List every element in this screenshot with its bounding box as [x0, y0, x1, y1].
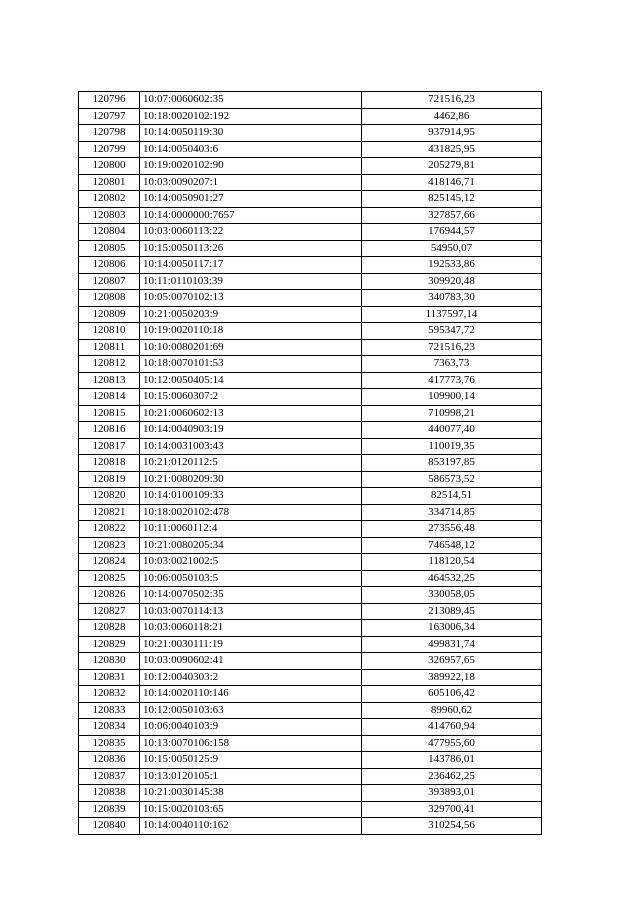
table-row — [79, 818, 542, 835]
amount-cell: 586573,52 — [362, 471, 542, 488]
record-id-cell: 120813 — [79, 372, 140, 389]
amount-cell: 1137597,14 — [362, 306, 542, 323]
record-id-cell: 120804 — [79, 224, 140, 241]
record-id-cell: 120836 — [79, 752, 140, 769]
table-row — [79, 422, 542, 439]
table-row — [79, 620, 542, 637]
table-row — [79, 686, 542, 703]
record-id-cell: 120830 — [79, 653, 140, 670]
record-id-cell: 120839 — [79, 801, 140, 818]
amount-cell: 205279,81 — [362, 158, 542, 175]
cadastral-number-cell: 10:11:0060112:4 — [140, 521, 362, 538]
record-id-cell: 120799 — [79, 141, 140, 158]
cadastral-number-cell: 10:05:0070102:13 — [140, 290, 362, 307]
table-row — [79, 636, 542, 653]
amount-cell: 82514,51 — [362, 488, 542, 505]
cadastral-number-cell: 10:12:0050103:63 — [140, 702, 362, 719]
record-id-cell: 120809 — [79, 306, 140, 323]
table-row — [79, 174, 542, 191]
table-row — [79, 785, 542, 802]
amount-cell: 417773,76 — [362, 372, 542, 389]
table-row — [79, 356, 542, 373]
record-id-cell: 120819 — [79, 471, 140, 488]
cadastral-number-cell: 10:15:0050113:26 — [140, 240, 362, 257]
record-id-cell: 120810 — [79, 323, 140, 340]
cadastral-number-cell: 10:03:0060118:21 — [140, 620, 362, 637]
cadastral-number-cell: 10:10:0080201:69 — [140, 339, 362, 356]
cadastral-number-cell: 10:13:0070106:158 — [140, 735, 362, 752]
amount-cell: 309920,48 — [362, 273, 542, 290]
table-row — [79, 521, 542, 538]
table-row — [79, 108, 542, 125]
amount-cell: 236462,25 — [362, 768, 542, 785]
record-id-cell: 120838 — [79, 785, 140, 802]
document-page — [78, 91, 541, 835]
record-id-cell: 120821 — [79, 504, 140, 521]
table-row — [79, 471, 542, 488]
record-id-cell: 120840 — [79, 818, 140, 835]
table-row — [79, 141, 542, 158]
record-id-cell: 120806 — [79, 257, 140, 274]
table-row — [79, 405, 542, 422]
amount-cell: 109900,14 — [362, 389, 542, 406]
table-row — [79, 554, 542, 571]
amount-cell: 327857,66 — [362, 207, 542, 224]
amount-cell: 746548,12 — [362, 537, 542, 554]
cadastral-number-cell: 10:06:0050103:5 — [140, 570, 362, 587]
cadastral-number-cell: 10:14:0020110:146 — [140, 686, 362, 703]
record-id-cell: 120820 — [79, 488, 140, 505]
amount-cell: 721516,23 — [362, 92, 542, 109]
amount-cell: 825145,12 — [362, 191, 542, 208]
table-row — [79, 735, 542, 752]
record-id-cell: 120818 — [79, 455, 140, 472]
cadastral-number-cell: 10:21:0120112:5 — [140, 455, 362, 472]
cadastral-number-cell: 10:14:0100109:33 — [140, 488, 362, 505]
table-row — [79, 290, 542, 307]
record-id-cell: 120805 — [79, 240, 140, 257]
cadastral-number-cell: 10:14:0031003:43 — [140, 438, 362, 455]
amount-cell: 937914,95 — [362, 125, 542, 142]
cadastral-number-cell: 10:14:0050403:6 — [140, 141, 362, 158]
amount-cell: 326957,65 — [362, 653, 542, 670]
cadastral-number-cell: 10:21:0080209:30 — [140, 471, 362, 488]
table-row — [79, 438, 542, 455]
cadastral-number-cell: 10:14:0000000:7657 — [140, 207, 362, 224]
table-row — [79, 323, 542, 340]
cadastral-number-cell: 10:18:0020102:478 — [140, 504, 362, 521]
record-id-cell: 120831 — [79, 669, 140, 686]
record-id-cell: 120826 — [79, 587, 140, 604]
record-id-cell: 120824 — [79, 554, 140, 571]
cadastral-number-cell: 10:19:0020102:90 — [140, 158, 362, 175]
cadastral-number-cell: 10:03:0090602:41 — [140, 653, 362, 670]
table-body — [79, 92, 542, 835]
record-id-cell: 120815 — [79, 405, 140, 422]
table-row — [79, 603, 542, 620]
cadastral-number-cell: 10:21:0050203:9 — [140, 306, 362, 323]
cadastral-number-cell: 10:15:0060307:2 — [140, 389, 362, 406]
table-row — [79, 669, 542, 686]
record-id-cell: 120802 — [79, 191, 140, 208]
table-row — [79, 273, 542, 290]
cadastral-number-cell: 10:21:0080205:34 — [140, 537, 362, 554]
record-id-cell: 120828 — [79, 620, 140, 637]
record-id-cell: 120829 — [79, 636, 140, 653]
amount-cell: 393893,01 — [362, 785, 542, 802]
amount-cell: 389922,18 — [362, 669, 542, 686]
table-row — [79, 207, 542, 224]
amount-cell: 310254,56 — [362, 818, 542, 835]
amount-cell: 605106,42 — [362, 686, 542, 703]
cadastral-number-cell: 10:06:0040103:9 — [140, 719, 362, 736]
record-id-cell: 120801 — [79, 174, 140, 191]
cadastral-number-cell: 10:12:0050405:14 — [140, 372, 362, 389]
table-row — [79, 257, 542, 274]
record-id-cell: 120823 — [79, 537, 140, 554]
record-id-cell: 120796 — [79, 92, 140, 109]
amount-cell: 464532,25 — [362, 570, 542, 587]
table-row — [79, 768, 542, 785]
amount-cell: 330058,05 — [362, 587, 542, 604]
amount-cell: 418146,71 — [362, 174, 542, 191]
amount-cell: 4462,86 — [362, 108, 542, 125]
record-id-cell: 120837 — [79, 768, 140, 785]
cadastral-number-cell: 10:14:0050117:17 — [140, 257, 362, 274]
table-row — [79, 158, 542, 175]
amount-cell: 213089,45 — [362, 603, 542, 620]
record-id-cell: 120797 — [79, 108, 140, 125]
amount-cell: 853197,85 — [362, 455, 542, 472]
table-row — [79, 306, 542, 323]
record-id-cell: 120832 — [79, 686, 140, 703]
table-row — [79, 92, 542, 109]
table-row — [79, 653, 542, 670]
amount-cell: 414760,94 — [362, 719, 542, 736]
table-row — [79, 125, 542, 142]
amount-cell: 340783,30 — [362, 290, 542, 307]
amount-cell: 431825,95 — [362, 141, 542, 158]
table-row — [79, 587, 542, 604]
record-id-cell: 120834 — [79, 719, 140, 736]
table-row — [79, 504, 542, 521]
amount-cell: 721516,23 — [362, 339, 542, 356]
cadastral-number-cell: 10:21:0030111:19 — [140, 636, 362, 653]
cadastral-number-cell: 10:14:0040903:19 — [140, 422, 362, 439]
record-id-cell: 120822 — [79, 521, 140, 538]
amount-cell: 163006,34 — [362, 620, 542, 637]
table-row — [79, 537, 542, 554]
amount-cell: 54950,07 — [362, 240, 542, 257]
table-row — [79, 801, 542, 818]
cadastral-number-cell: 10:18:0070101:53 — [140, 356, 362, 373]
cadastral-number-cell: 10:13:0120105:1 — [140, 768, 362, 785]
cadastral-number-cell: 10:21:0030145:38 — [140, 785, 362, 802]
amount-cell: 118120,54 — [362, 554, 542, 571]
record-id-cell: 120816 — [79, 422, 140, 439]
amount-cell: 477955,60 — [362, 735, 542, 752]
table-row — [79, 455, 542, 472]
amount-cell: 440077,40 — [362, 422, 542, 439]
table-row — [79, 389, 542, 406]
table-row — [79, 702, 542, 719]
amount-cell: 499831,74 — [362, 636, 542, 653]
record-id-cell: 120812 — [79, 356, 140, 373]
cadastral-number-cell: 10:12:0040303:2 — [140, 669, 362, 686]
record-id-cell: 120814 — [79, 389, 140, 406]
record-id-cell: 120798 — [79, 125, 140, 142]
cadastral-number-cell: 10:07:0060602:35 — [140, 92, 362, 109]
record-id-cell: 120803 — [79, 207, 140, 224]
amount-cell: 329700,41 — [362, 801, 542, 818]
record-id-cell: 120835 — [79, 735, 140, 752]
record-id-cell: 120833 — [79, 702, 140, 719]
amount-cell: 273556,48 — [362, 521, 542, 538]
cadastral-number-cell: 10:14:0050901:27 — [140, 191, 362, 208]
cadastral-number-cell: 10:14:0040110:162 — [140, 818, 362, 835]
amount-cell: 7363,73 — [362, 356, 542, 373]
cadastral-number-cell: 10:11:0110103:39 — [140, 273, 362, 290]
table-row — [79, 719, 542, 736]
record-id-cell: 120808 — [79, 290, 140, 307]
amount-cell: 710998,21 — [362, 405, 542, 422]
cadastral-number-cell: 10:15:0050125:9 — [140, 752, 362, 769]
record-id-cell: 120817 — [79, 438, 140, 455]
cadastral-number-cell: 10:18:0020102:192 — [140, 108, 362, 125]
amount-cell: 89960,62 — [362, 702, 542, 719]
table-row — [79, 224, 542, 241]
cadastral-number-cell: 10:15:0020103:65 — [140, 801, 362, 818]
cadastral-number-cell: 10:03:0070114:13 — [140, 603, 362, 620]
record-id-cell: 120811 — [79, 339, 140, 356]
amount-cell: 143786,01 — [362, 752, 542, 769]
table-row — [79, 488, 542, 505]
data-table — [78, 91, 542, 835]
record-id-cell: 120825 — [79, 570, 140, 587]
cadastral-number-cell: 10:03:0090207:1 — [140, 174, 362, 191]
cadastral-number-cell: 10:19:0020110:18 — [140, 323, 362, 340]
cadastral-number-cell: 10:03:0060113:22 — [140, 224, 362, 241]
amount-cell: 176944,57 — [362, 224, 542, 241]
table-row — [79, 191, 542, 208]
record-id-cell: 120807 — [79, 273, 140, 290]
table-row — [79, 339, 542, 356]
amount-cell: 595347,72 — [362, 323, 542, 340]
table-row — [79, 240, 542, 257]
record-id-cell: 120800 — [79, 158, 140, 175]
amount-cell: 334714,85 — [362, 504, 542, 521]
table-row — [79, 752, 542, 769]
cadastral-number-cell: 10:14:0070502:35 — [140, 587, 362, 604]
cadastral-number-cell: 10:03:0021002:5 — [140, 554, 362, 571]
table-row — [79, 570, 542, 587]
amount-cell: 110019,35 — [362, 438, 542, 455]
cadastral-number-cell: 10:14:0050119:30 — [140, 125, 362, 142]
record-id-cell: 120827 — [79, 603, 140, 620]
table-row — [79, 372, 542, 389]
amount-cell: 192533,86 — [362, 257, 542, 274]
cadastral-number-cell: 10:21:0060602:13 — [140, 405, 362, 422]
